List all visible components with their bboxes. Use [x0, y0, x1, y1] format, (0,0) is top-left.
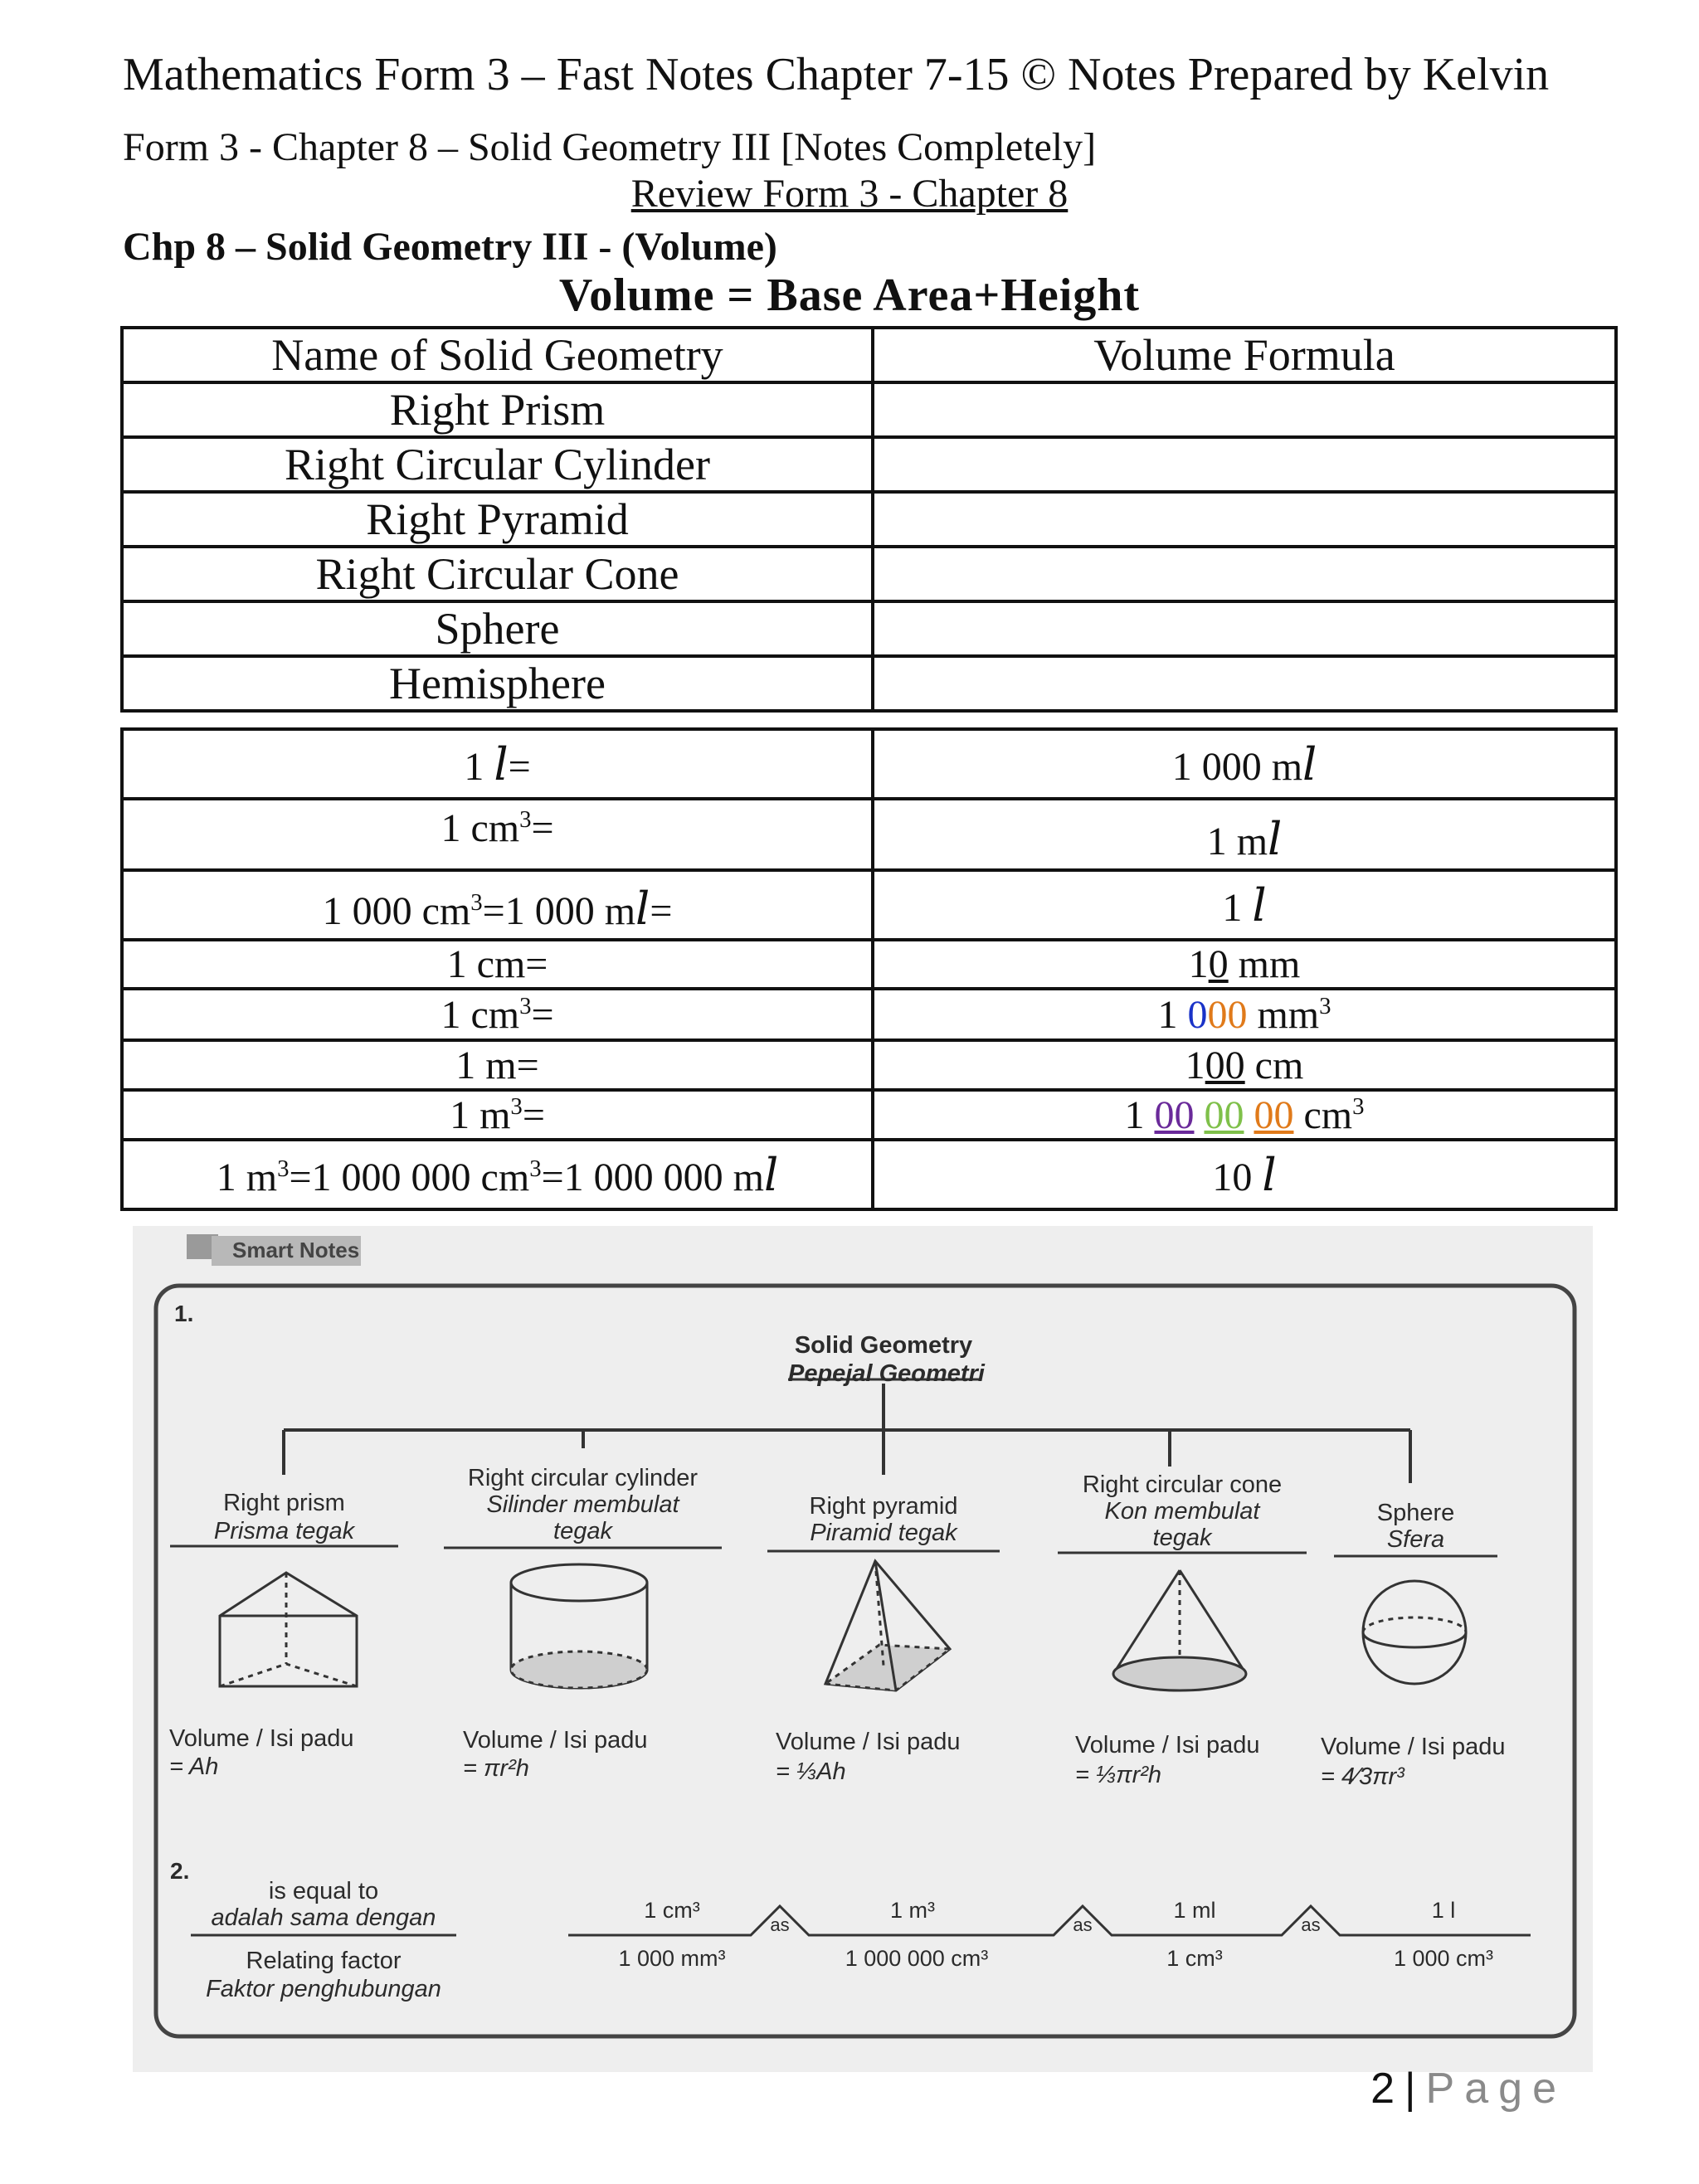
cone-volume-label: Volume / Isi padu	[1075, 1732, 1260, 1758]
prism-icon	[220, 1573, 357, 1686]
table-row	[122, 382, 1616, 437]
unit-conversion-table	[120, 727, 1618, 1211]
conversion-left: 1 $cm^3=$	[122, 989, 873, 1040]
document-title: Mathematics Form 3 – Fast Notes Chapter 7-15 © Notes Prepared by Kelvin	[123, 49, 1550, 100]
cylinder-volume-formula: = πr²h	[463, 1755, 529, 1782]
pair-bottom: 1 000 000 cm³	[845, 1946, 989, 1971]
pair-bottom: 1 000 cm³	[1393, 1946, 1494, 1971]
as-label: as	[1073, 1914, 1093, 1935]
legend-equal-ms: adalah sama dengan	[211, 1904, 436, 1931]
conversion-right: 1 l	[873, 870, 1616, 940]
pair-top: 1 cm³	[644, 1898, 700, 1923]
pyramid-label-en: Right pyramid	[809, 1493, 958, 1520]
conversion-left: 1 m=	[122, 1040, 873, 1090]
table-row	[122, 1140, 1616, 1209]
solid-name: Sphere	[122, 601, 873, 656]
pyramid-volume-formula: = ⅓Ah	[776, 1758, 846, 1785]
cone-label-ms-2: tegak	[1152, 1525, 1212, 1551]
conversion-left: 1 l=	[122, 729, 873, 799]
smart-notes-figure	[133, 1226, 1593, 2072]
column-header-solid: Name of Solid Geometry	[122, 328, 873, 382]
conversion-left: 1 $m^3=$	[122, 1090, 873, 1140]
table-row	[122, 437, 1616, 492]
page-number-value: 2	[1370, 2065, 1395, 2113]
conversion-left: 1 $m^3=1$ 000 000 $cm^3=1$ 000 000 ml	[122, 1140, 873, 1209]
cone-volume-formula: = ⅓πr²h	[1075, 1762, 1162, 1788]
cylinder-icon	[511, 1564, 647, 1688]
note-number-2: 2.	[170, 1858, 190, 1884]
root-label-en: Solid Geometry	[794, 1332, 973, 1359]
prism-volume-label: Volume / Isi padu	[169, 1725, 354, 1752]
table-row	[122, 729, 1616, 799]
solid-name: Right Pyramid	[122, 492, 873, 547]
review-heading: Review Form 3 - Chapter 8	[630, 172, 1069, 216]
formula-cell	[873, 437, 1616, 492]
legend-factor-ms: Faktor penghubungan	[206, 1976, 441, 2002]
smart-notes-badge: Smart Notes	[232, 1238, 360, 1262]
table-row	[122, 870, 1616, 940]
page-number	[1370, 2064, 1566, 2113]
conversion-left: 1 $cm^3=$	[122, 799, 873, 870]
formula-cell	[873, 656, 1616, 711]
solid-name: Right Circular Cylinder	[122, 437, 873, 492]
conversion-right: 1 000 ml	[873, 729, 1616, 799]
volume-formula-table	[120, 326, 1618, 713]
table-row	[122, 1090, 1616, 1140]
table-row	[122, 799, 1616, 870]
legend-factor-en: Relating factor	[246, 1948, 402, 1974]
root-label-ms: Pepejal Geometri	[788, 1360, 985, 1387]
table-row	[122, 1040, 1616, 1090]
solid-name: Right Prism	[122, 382, 873, 437]
table-row	[122, 492, 1616, 547]
cylinder-label-ms-2: tegak	[553, 1518, 612, 1544]
table-row	[122, 547, 1616, 601]
conversion-right: 1 00 00 00 $cm^3$	[873, 1090, 1616, 1140]
sphere-icon	[1363, 1581, 1466, 1684]
column-header-formula: Volume Formula	[873, 328, 1616, 382]
cylinder-volume-label: Volume / Isi padu	[463, 1727, 648, 1754]
cone-label-en: Right circular cone	[1082, 1471, 1283, 1498]
conversion-right: 1 000 $mm^3$	[873, 989, 1616, 1040]
volume-formula-heading: Volume = Base Area+Height	[558, 270, 1141, 321]
solid-name: Hemisphere	[122, 656, 873, 711]
table-row	[122, 601, 1616, 656]
prism-label-en: Right prism	[223, 1490, 345, 1516]
table-row	[122, 656, 1616, 711]
page-separator: |	[1404, 2065, 1416, 2113]
cylinder-label-en: Right circular cylinder	[467, 1465, 699, 1491]
conversion-right: 10 l	[873, 1140, 1616, 1209]
prism-label-ms: Prisma tegak	[213, 1518, 355, 1544]
table-header-row	[122, 328, 1616, 382]
pair-bottom: 1 000 mm³	[618, 1946, 726, 1971]
pyramid-label-ms: Piramid tegak	[810, 1520, 957, 1546]
cone-icon	[1113, 1570, 1246, 1690]
chapter-subtitle: Form 3 - Chapter 8 – Solid Geometry III [Notes Completely]	[123, 125, 1097, 169]
cylinder-label-ms: Silinder membulat	[486, 1491, 679, 1518]
sphere-label-ms: Sfera	[1386, 1526, 1445, 1553]
table-row	[122, 940, 1616, 989]
pyramid-icon	[825, 1561, 950, 1690]
sphere-label-en: Sphere	[1376, 1500, 1455, 1526]
page-word: Page	[1425, 2065, 1566, 2113]
formula-cell	[873, 601, 1616, 656]
pair-bottom: 1 cm³	[1166, 1946, 1223, 1971]
pair-top: 1 m³	[890, 1898, 935, 1923]
table-row	[122, 989, 1616, 1040]
solid-name: Right Circular Cone	[122, 547, 873, 601]
legend-equal-en: is equal to	[268, 1878, 379, 1904]
cone-label-ms: Kon membulat	[1104, 1498, 1260, 1525]
pair-top: 1 ml	[1173, 1898, 1216, 1923]
formula-cell	[873, 382, 1616, 437]
pair-top: 1 l	[1431, 1898, 1456, 1923]
note-number-1: 1.	[174, 1301, 194, 1326]
as-label: as	[1301, 1914, 1321, 1935]
as-label: as	[770, 1914, 790, 1935]
pyramid-volume-label: Volume / Isi padu	[776, 1729, 961, 1755]
section-heading: Chp 8 – Solid Geometry III - (Volume)	[123, 225, 777, 269]
sphere-volume-label: Volume / Isi padu	[1321, 1734, 1506, 1760]
sphere-volume-formula: = 4⁄3πr³	[1321, 1763, 1404, 1790]
formula-cell	[873, 547, 1616, 601]
conversion-right: 10 mm	[873, 940, 1616, 989]
prism-volume-formula: = Ah	[169, 1754, 219, 1780]
conversion-right: 100 cm	[873, 1040, 1616, 1090]
conversion-right: 1 ml	[873, 799, 1616, 870]
formula-cell	[873, 492, 1616, 547]
conversion-left: 1 cm=	[122, 940, 873, 989]
conversion-left: 1 000 $cm^3=1$ 000 ml=	[122, 870, 873, 940]
